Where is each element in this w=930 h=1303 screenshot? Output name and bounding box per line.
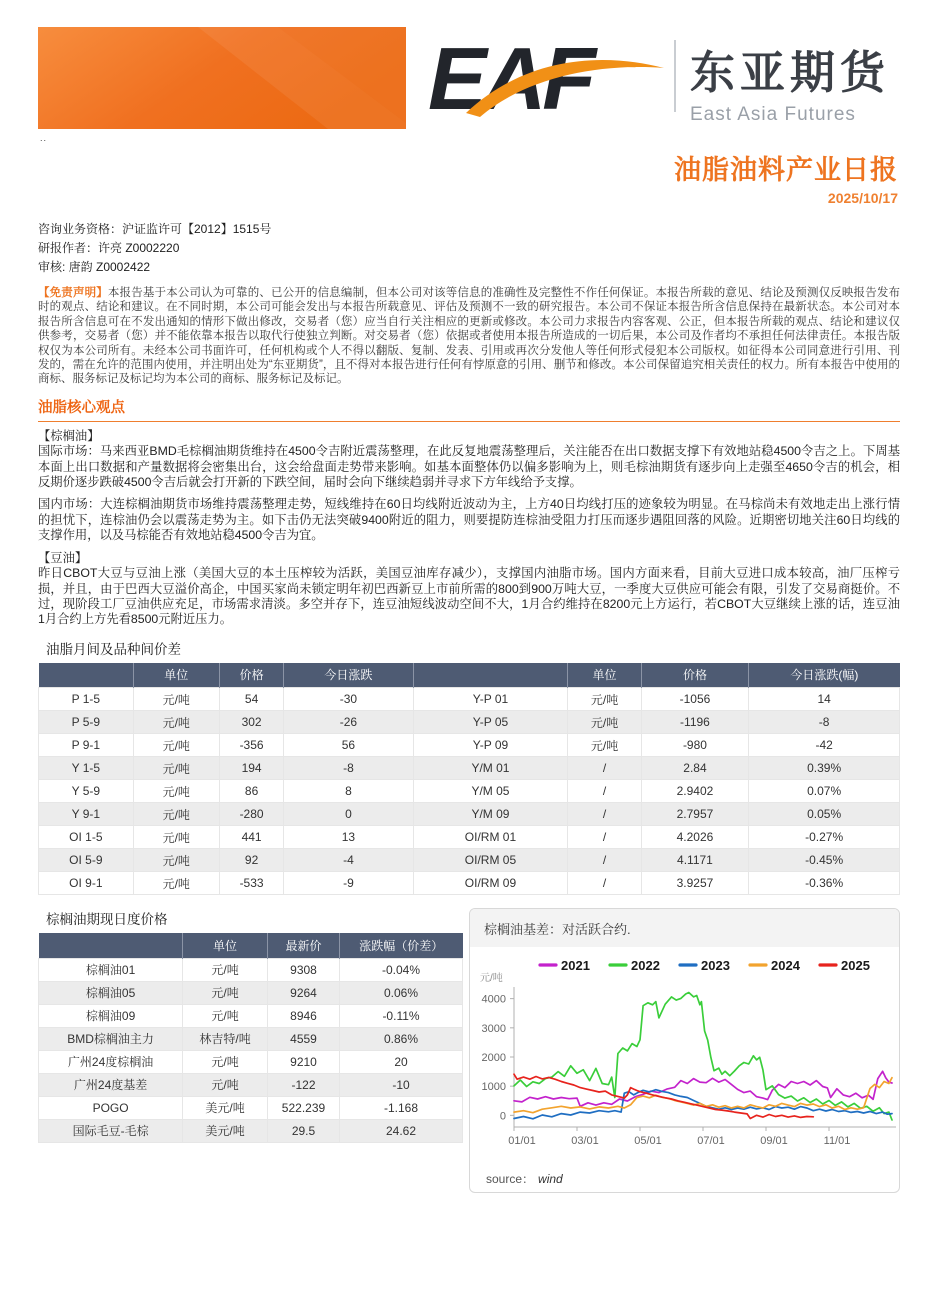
spread-table-title: 油脂月间及品种间价差 <box>46 641 181 657</box>
table-cell: 4.1171 <box>641 849 749 872</box>
table-cell: -1056 <box>641 688 749 711</box>
table-cell: 广州24度棕榈油 <box>39 1050 183 1073</box>
table-cell: 元/吨 <box>133 780 219 803</box>
table-cell: 29.5 <box>267 1119 339 1142</box>
corner-mark: .. <box>40 133 48 143</box>
table-header-cell <box>39 933 183 958</box>
table-row <box>39 849 900 872</box>
table-cell: Y/M 01 <box>413 757 568 780</box>
chart-source-label: source： <box>486 1172 535 1187</box>
eaf-logo-icon <box>428 33 666 125</box>
core-views-sections <box>38 429 900 628</box>
table-cell: 4559 <box>267 1027 339 1050</box>
table-cell: 9264 <box>267 981 339 1004</box>
table-cell: 棕榈油01 <box>39 958 183 981</box>
table-cell: / <box>568 780 641 803</box>
table-header-cell: 最新价 <box>267 933 339 958</box>
table-cell: 元/吨 <box>133 826 219 849</box>
table-cell: / <box>568 803 641 826</box>
brand-divider <box>674 40 676 112</box>
table-cell: -10 <box>340 1073 463 1096</box>
x-tick-label: 11/01 <box>823 1135 851 1148</box>
table-cell: 8946 <box>267 1004 339 1027</box>
section-paragraph: 昨日CBOT大豆与豆油上涨（美国大豆的本土压榨较为活跃，美国豆油库存减少），支撑国内油脂市场。国内方面来看，目前大豆进口成本较高，油厂压榨亏损，并且，由于巴西大豆溢价高企，中国买家尚未锁定明年初巴西新豆上市前所需的800到900万吨大豆，一季度大豆供应可能会有限，引发了交易商挺价。不过，现阶段工厂豆油供应充足，市场需求清淡。多空并存下，连豆油短线波动空间不大，1月合约维持在8200元上方运行，若CBOT大豆继续上涨的话，连豆油1月合约上方先看8500元附近压力。 <box>38 566 900 627</box>
table-header-cell: 今日涨跌 <box>284 663 413 688</box>
table-row <box>39 711 900 734</box>
table-cell: 54 <box>219 688 284 711</box>
table-row <box>39 1073 463 1096</box>
x-tick-label: 09/01 <box>760 1135 788 1148</box>
section-tag: 【豆油】 <box>38 550 88 565</box>
palm-table <box>38 933 463 1143</box>
table-row <box>39 780 900 803</box>
table-cell: 14 <box>749 688 900 711</box>
table-cell: 56 <box>284 734 413 757</box>
palm-table-block <box>38 908 463 1193</box>
x-tick-label: 05/01 <box>634 1135 662 1148</box>
core-views-title: 油脂核心观点 <box>38 396 900 422</box>
y-axis-unit-label: 元/吨 <box>480 973 503 985</box>
banner-gradient-icon <box>38 27 406 129</box>
table-row <box>39 981 463 1004</box>
y-tick-label: 1000 <box>481 1081 506 1094</box>
table-cell: -30 <box>284 688 413 711</box>
table-cell: 元/吨 <box>133 803 219 826</box>
series-line-2021 <box>514 1072 892 1107</box>
table-cell: 元/吨 <box>183 958 268 981</box>
section-paragraph: 国内市场：大连棕榈油期货市场维持震荡整理走势，短线维持在60日均线附近波动为主，上方40日均线打压的迹象较为明显。在马棕尚未有效地走出上涨行情的担忧下，连棕油仍会以震荡走势为主。如下击仍无法突破9400附近的阻力，则要提防连棕油受阻力打压而逐步遇阻回落的风险。近期密切地关注60日均线的支撑作用，以及马棕能否有效地站稳4500令吉为宜。 <box>38 497 900 543</box>
chart-body <box>470 947 899 1187</box>
table-cell: 20 <box>340 1050 463 1073</box>
report-title: 油脂油料产业日报 <box>674 155 898 185</box>
x-tick-label: 07/01 <box>697 1135 725 1148</box>
report-date: 2025/10/17 <box>827 190 898 206</box>
table-header-cell <box>39 663 134 688</box>
table-cell: Y 5-9 <box>39 780 134 803</box>
eaf-logo-text: EAF <box>428 33 592 125</box>
table-cell: 元/吨 <box>133 849 219 872</box>
table-row <box>39 1050 463 1073</box>
core-view-section <box>38 429 900 544</box>
basis-chart-panel <box>469 908 900 1193</box>
table-cell: 元/吨 <box>183 1073 268 1096</box>
legend-label-2025: 2025 <box>841 958 870 974</box>
table-cell: 棕榈油05 <box>39 981 183 1004</box>
credentials-block <box>38 220 271 277</box>
table-cell: 2.9402 <box>641 780 749 803</box>
chart-source-value: wind <box>538 1172 563 1187</box>
table-cell: Y 9-1 <box>39 803 134 826</box>
table-cell: -42 <box>749 734 900 757</box>
table-cell: 国际毛豆-毛棕 <box>39 1119 183 1142</box>
qualification-line: 咨询业务资格：沪证监许可【2012】1515号 <box>38 222 272 236</box>
table-cell: Y/M 09 <box>413 803 568 826</box>
bottom-row <box>38 908 900 1193</box>
core-view-section <box>38 551 900 628</box>
palm-table-body <box>39 958 463 1142</box>
table-row <box>39 688 900 711</box>
table-row <box>39 1027 463 1050</box>
eaf-logo <box>428 33 666 130</box>
table-cell: -0.36% <box>749 872 900 895</box>
table-cell: -4 <box>284 849 413 872</box>
table-header-cell: 单位 <box>568 663 641 688</box>
table-header-row <box>39 663 900 688</box>
table-cell: 元/吨 <box>133 757 219 780</box>
table-cell: -1.168 <box>340 1096 463 1119</box>
table-cell: 4.2026 <box>641 826 749 849</box>
table-cell: P 9-1 <box>39 734 134 757</box>
table-cell: -280 <box>219 803 284 826</box>
table-row <box>39 958 463 981</box>
main-content <box>38 286 900 1193</box>
legend-label-2021: 2021 <box>561 958 590 974</box>
table-cell: 441 <box>219 826 284 849</box>
table-cell: -0.11% <box>340 1004 463 1027</box>
table-cell: 302 <box>219 711 284 734</box>
table-cell: OI 1-5 <box>39 826 134 849</box>
table-cell: 0.06% <box>340 981 463 1004</box>
table-cell: 广州24度基差 <box>39 1073 183 1096</box>
table-cell: 0.05% <box>749 803 900 826</box>
table-cell: 元/吨 <box>183 1050 268 1073</box>
chart-source <box>470 1168 899 1187</box>
brand-name-en: East Asia Futures <box>690 104 856 125</box>
table-cell: 2.84 <box>641 757 749 780</box>
chart-title: 棕榈油基差：对活跃合约. <box>470 909 899 947</box>
table-cell: 0.39% <box>749 757 900 780</box>
y-tick-label: 0 <box>499 1110 506 1123</box>
spread-table-body <box>39 688 900 895</box>
table-cell: 2.7957 <box>641 803 749 826</box>
table-cell: OI/RM 01 <box>413 826 568 849</box>
table-cell: -533 <box>219 872 284 895</box>
author-line: 研报作者：许亮 Z0002220 <box>38 241 180 255</box>
table-cell: 元/吨 <box>568 688 641 711</box>
table-cell: P 1-5 <box>39 688 134 711</box>
table-cell: 林吉特/吨 <box>183 1027 268 1050</box>
table-cell: Y/M 05 <box>413 780 568 803</box>
table-cell: -0.04% <box>340 958 463 981</box>
table-cell: 元/吨 <box>133 711 219 734</box>
table-cell: 美元/吨 <box>183 1119 268 1142</box>
table-cell: 棕榈油09 <box>39 1004 183 1027</box>
table-cell: 元/吨 <box>568 711 641 734</box>
table-cell: 92 <box>219 849 284 872</box>
y-tick-label: 3000 <box>481 1023 506 1036</box>
table-cell: Y 1-5 <box>39 757 134 780</box>
table-cell: -980 <box>641 734 749 757</box>
table-cell: BMD棕榈油主力 <box>39 1027 183 1050</box>
table-row <box>39 734 900 757</box>
table-cell: 元/吨 <box>133 872 219 895</box>
reviewer-line: 审核: 唐韵 Z0002422 <box>38 260 151 274</box>
table-cell: 86 <box>219 780 284 803</box>
disclaimer-text: 本报告基于本公司认为可靠的、已公开的信息编制，但本公司对该等信息的准确性及完整性不作任何保证。本报告所载的意见、结论及预测仅反映报告发布时的观点、结论和建议。在不同时期，本公司可能会发出与本报告所载意见、评估及预测不一致的研究报告。本公司不保证本报告所含信息保持在最新状态。本公司对本报告所含信息可在不发出通知的情形下做出修改，交易者（您）应当自行关注相应的更新或修改。本公司力求报告内容客观、公正，但本报告所载的观点、结论和建议仅供参考，交易者（您）并不能依靠本报告以取代行使独立判断。对交易者（您）依据或者使用本报告所造成的一切后果，本公司及作者均不承担任何法律责任。本报告版权仅为本公司所有。未经本公司书面许可，任何机构或个人不得以翻版、复制、发表、引用或再次分发他人等任何形式侵犯本公司版权。如征得本公司同意进行引用、刊发的，需在允许的范围内使用，并注明出处为“东亚期货”，且不得对本报告进行任何有悖原意的引用、删节和修改。本公司保留追究相关责任的权力。所有本报告中使用的商标、服务标记及标记均为本公司的商标、服务标记及标记。 <box>38 287 900 386</box>
legend-label-2022: 2022 <box>631 958 660 974</box>
table-cell: 13 <box>284 826 413 849</box>
table-header-cell: 涨跌幅（价差） <box>340 933 463 958</box>
table-cell: -9 <box>284 872 413 895</box>
table-cell: Y-P 05 <box>413 711 568 734</box>
table-cell: 元/吨 <box>568 734 641 757</box>
table-cell: / <box>568 849 641 872</box>
title-block <box>674 148 898 206</box>
y-tick-label: 2000 <box>481 1052 506 1065</box>
table-row <box>39 757 900 780</box>
table-row <box>39 803 900 826</box>
table-cell: 元/吨 <box>133 734 219 757</box>
table-row <box>39 1096 463 1119</box>
table-cell: POGO <box>39 1096 183 1119</box>
table-cell: 美元/吨 <box>183 1096 268 1119</box>
palm-table-title: 棕榈油期现日度价格 <box>46 912 168 928</box>
palm-table-head <box>39 933 463 958</box>
table-cell: -0.27% <box>749 826 900 849</box>
disclaimer <box>38 286 900 387</box>
section-tag: 【棕榈油】 <box>38 428 100 443</box>
table-cell: 0.07% <box>749 780 900 803</box>
table-cell: 元/吨 <box>133 688 219 711</box>
table-header-cell: 今日涨跌(幅) <box>749 663 900 688</box>
table-cell: OI/RM 05 <box>413 849 568 872</box>
table-cell: OI/RM 09 <box>413 872 568 895</box>
table-cell: -356 <box>219 734 284 757</box>
brand-banner-graphic <box>38 27 406 129</box>
table-header-cell <box>413 663 568 688</box>
table-header-cell: 单位 <box>133 663 219 688</box>
table-row <box>39 872 900 895</box>
table-cell: 24.62 <box>340 1119 463 1142</box>
table-cell: 522.239 <box>267 1096 339 1119</box>
table-cell: -26 <box>284 711 413 734</box>
section-paragraph: 国际市场：马来西亚BMD毛棕榈油期货维持在4500令吉附近震荡整理，在此反复地震荡整理后，关注能否在出口数据支撑下有效地站稳4500令吉之上。下周基本面上出口数据和产量数据将会密集出台，这会给盘面走势带来影响。如基本面整体仍以偏多影响为上，则毛棕油期货有逐步向上走强至4650令吉的机会，相反期价逐步跌破4500令吉后就会打开新的下跌空间，届时会向下继续趋弱并寻求下方年线给予支撑。 <box>38 444 900 490</box>
table-header-cell: 单位 <box>183 933 268 958</box>
table-cell: / <box>568 757 641 780</box>
table-cell: -8 <box>284 757 413 780</box>
table-cell: 0.86% <box>340 1027 463 1050</box>
basis-chart-svg <box>470 951 899 1163</box>
table-cell: OI 5-9 <box>39 849 134 872</box>
legend-label-2024: 2024 <box>771 958 800 974</box>
table-cell: OI 9-1 <box>39 872 134 895</box>
table-cell: 3.9257 <box>641 872 749 895</box>
legend-label-2023: 2023 <box>701 958 730 974</box>
table-cell: 元/吨 <box>183 1004 268 1027</box>
table-cell: 元/吨 <box>183 981 268 1004</box>
series-line-2022 <box>514 993 892 1121</box>
y-tick-label: 4000 <box>481 993 506 1006</box>
x-tick-label: 01/01 <box>508 1135 536 1148</box>
table-cell: 9308 <box>267 958 339 981</box>
table-row <box>39 1119 463 1142</box>
table-cell: 8 <box>284 780 413 803</box>
disclaimer-label: 【免责声明】 <box>38 287 108 299</box>
table-cell: 9210 <box>267 1050 339 1073</box>
x-tick-label: 03/01 <box>571 1135 599 1148</box>
table-cell: P 5-9 <box>39 711 134 734</box>
table-cell: / <box>568 872 641 895</box>
table-cell: -8 <box>749 711 900 734</box>
table-row <box>39 826 900 849</box>
table-cell: Y-P 01 <box>413 688 568 711</box>
table-cell: -122 <box>267 1073 339 1096</box>
table-cell: -1196 <box>641 711 749 734</box>
table-cell: 0 <box>284 803 413 826</box>
table-header-row <box>39 933 463 958</box>
table-cell: 194 <box>219 757 284 780</box>
table-cell: -0.45% <box>749 849 900 872</box>
brand-block <box>690 36 890 126</box>
table-cell: / <box>568 826 641 849</box>
brand-name-cn: 东亚期货 <box>690 47 891 98</box>
table-header-cell: 价格 <box>641 663 749 688</box>
spread-table <box>38 663 900 896</box>
table-header-cell: 价格 <box>219 663 284 688</box>
spread-table-head <box>39 663 900 688</box>
table-row <box>39 1004 463 1027</box>
table-cell: Y-P 09 <box>413 734 568 757</box>
